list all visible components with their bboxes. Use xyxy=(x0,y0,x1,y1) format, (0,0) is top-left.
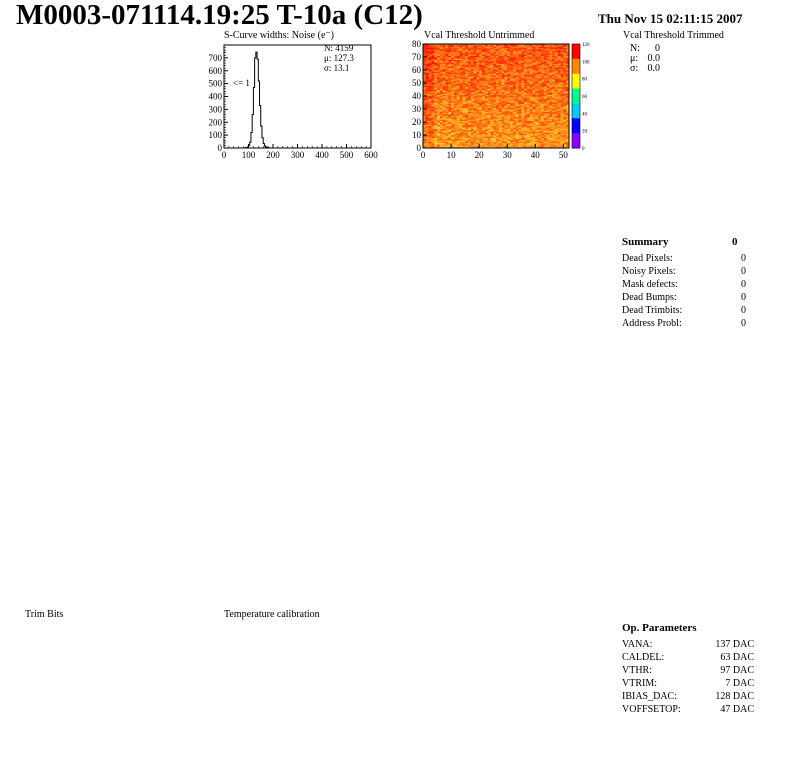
stat-label: N: xyxy=(630,43,640,54)
table-row xyxy=(622,317,746,330)
op-parameters-table xyxy=(622,638,754,716)
underflow-annotation: <= 1 xyxy=(233,78,250,89)
y-tick-label: 400 xyxy=(208,91,222,102)
row-label: VANA: xyxy=(622,639,653,650)
y-tick-label: 0 xyxy=(217,143,222,153)
table-row xyxy=(622,252,746,265)
row-value: 63 DAC xyxy=(720,652,754,663)
page-title: M0003-071114.19:25 T-10a (C12) xyxy=(16,0,423,31)
row-value: 0 xyxy=(741,318,746,329)
table-row xyxy=(622,265,746,278)
y-tick-label: 10 xyxy=(412,130,421,140)
row-label: VOFFSETOP: xyxy=(622,704,681,715)
noise-histogram xyxy=(205,40,385,162)
color-scale-label: 40 xyxy=(582,112,587,118)
y-tick-label: 70 xyxy=(412,52,421,62)
row-value: 97 DAC xyxy=(720,665,754,676)
row-label: Dead Trimbits: xyxy=(622,305,683,316)
table-row xyxy=(622,304,746,317)
x-tick-label: 40 xyxy=(530,150,540,160)
vcal-trimmed-title: Vcal Threshold Trimmed xyxy=(623,30,724,41)
table-row xyxy=(622,278,746,291)
color-scale-label: 20 xyxy=(582,129,587,135)
table-row xyxy=(622,690,754,703)
row-label: VTRIM: xyxy=(622,678,657,689)
stat-text: σ: 13.1 xyxy=(324,63,350,73)
temperature-calibration-title: Temperature calibration xyxy=(224,609,320,620)
row-label: IBIAS_DAC: xyxy=(622,691,678,702)
trim-bits-title: Trim Bits xyxy=(25,609,64,620)
row-value: 0 xyxy=(741,266,746,277)
table-row xyxy=(622,638,754,651)
y-tick-label: 0 xyxy=(416,143,421,153)
y-tick-label: 20 xyxy=(412,117,421,127)
row-label: Address Probl: xyxy=(622,318,682,329)
row-value: 47 DAC xyxy=(720,704,754,715)
y-tick-label: 600 xyxy=(208,65,222,76)
row-value: 0 xyxy=(741,305,746,316)
color-scale-label: 100 xyxy=(582,60,590,66)
x-tick-label: 0 xyxy=(420,150,426,160)
y-tick-label: 500 xyxy=(208,78,222,89)
x-tick-label: 10 xyxy=(446,150,456,160)
row-value: 0 xyxy=(741,292,746,303)
color-scale-segment xyxy=(572,74,580,89)
x-tick-label: 200 xyxy=(266,150,280,160)
y-tick-label: 60 xyxy=(412,65,421,75)
table-row xyxy=(622,664,754,677)
y-tick-label: 300 xyxy=(208,104,222,115)
row-label: CALDEL: xyxy=(622,652,665,663)
x-tick-label: 0 xyxy=(221,150,227,160)
color-scale-segment xyxy=(572,44,580,59)
color-scale-segment xyxy=(572,118,580,133)
y-tick-label: 50 xyxy=(412,78,421,88)
stat-value: 0.0 xyxy=(647,63,660,74)
row-label: Dead Pixels: xyxy=(622,253,673,264)
stat-text: N: 4159 xyxy=(324,43,354,53)
y-tick-label: 30 xyxy=(412,104,421,114)
summary-total: 0 xyxy=(732,236,738,248)
x-tick-label: 100 xyxy=(241,150,256,160)
row-value: 7 DAC xyxy=(725,678,754,689)
x-tick-label: 500 xyxy=(339,150,354,160)
color-scale-segment xyxy=(572,103,580,118)
vcal-untrimmed-title: Vcal Threshold Untrimmed xyxy=(424,30,535,41)
x-tick-label: 20 xyxy=(474,150,484,160)
stat-label: μ: xyxy=(630,53,639,64)
y-tick-label: 40 xyxy=(412,91,421,101)
row-label: VTHR: xyxy=(622,665,652,676)
row-label: Mask defects: xyxy=(622,279,678,290)
color-scale-label: 120 xyxy=(582,43,590,48)
table-row xyxy=(622,703,754,716)
op-parameters-heading: Op. Parameters xyxy=(622,622,697,634)
summary-table xyxy=(622,252,746,330)
row-value: 137 DAC xyxy=(715,639,754,650)
vcal-trimmed-stats xyxy=(630,44,660,74)
y-tick-label: 200 xyxy=(208,117,222,128)
table-row xyxy=(622,677,754,690)
row-value: 128 DAC xyxy=(715,691,754,702)
table-row xyxy=(622,291,746,304)
table-row xyxy=(622,651,754,664)
stat-label: σ: xyxy=(630,63,639,74)
color-scale-label: 80 xyxy=(582,77,587,83)
color-scale-label: 0 xyxy=(582,147,585,152)
heatmap-cells xyxy=(423,44,569,148)
y-tick-label: 100 xyxy=(208,130,222,141)
y-tick-label: 80 xyxy=(412,40,421,49)
x-tick-label: 600 xyxy=(364,150,378,160)
x-tick-label: 50 xyxy=(558,150,568,160)
x-tick-label: 400 xyxy=(315,150,329,160)
vcal-threshold-heatmap xyxy=(405,40,595,162)
timestamp: Thu Nov 15 02:11:15 2007 xyxy=(598,11,743,26)
row-value: 0 xyxy=(741,279,746,290)
color-scale-label: 60 xyxy=(582,95,587,100)
noise-histogram-title: S-Curve widths: Noise (e⁻) xyxy=(224,30,334,41)
color-scale-segment xyxy=(572,89,580,104)
row-value: 0 xyxy=(741,253,746,264)
stat-value: 0 xyxy=(655,43,660,54)
row-label: Noisy Pixels: xyxy=(622,266,676,277)
color-scale-segment xyxy=(572,59,580,74)
summary-heading: Summary xyxy=(622,236,669,248)
stat-text: μ: 127.3 xyxy=(324,53,354,63)
y-tick-label: 700 xyxy=(208,52,222,63)
color-scale-segment xyxy=(572,133,580,148)
stat-value: 0.0 xyxy=(647,53,660,64)
x-tick-label: 30 xyxy=(502,150,512,160)
row-label: Dead Bumps: xyxy=(622,292,677,303)
x-tick-label: 300 xyxy=(290,150,305,160)
